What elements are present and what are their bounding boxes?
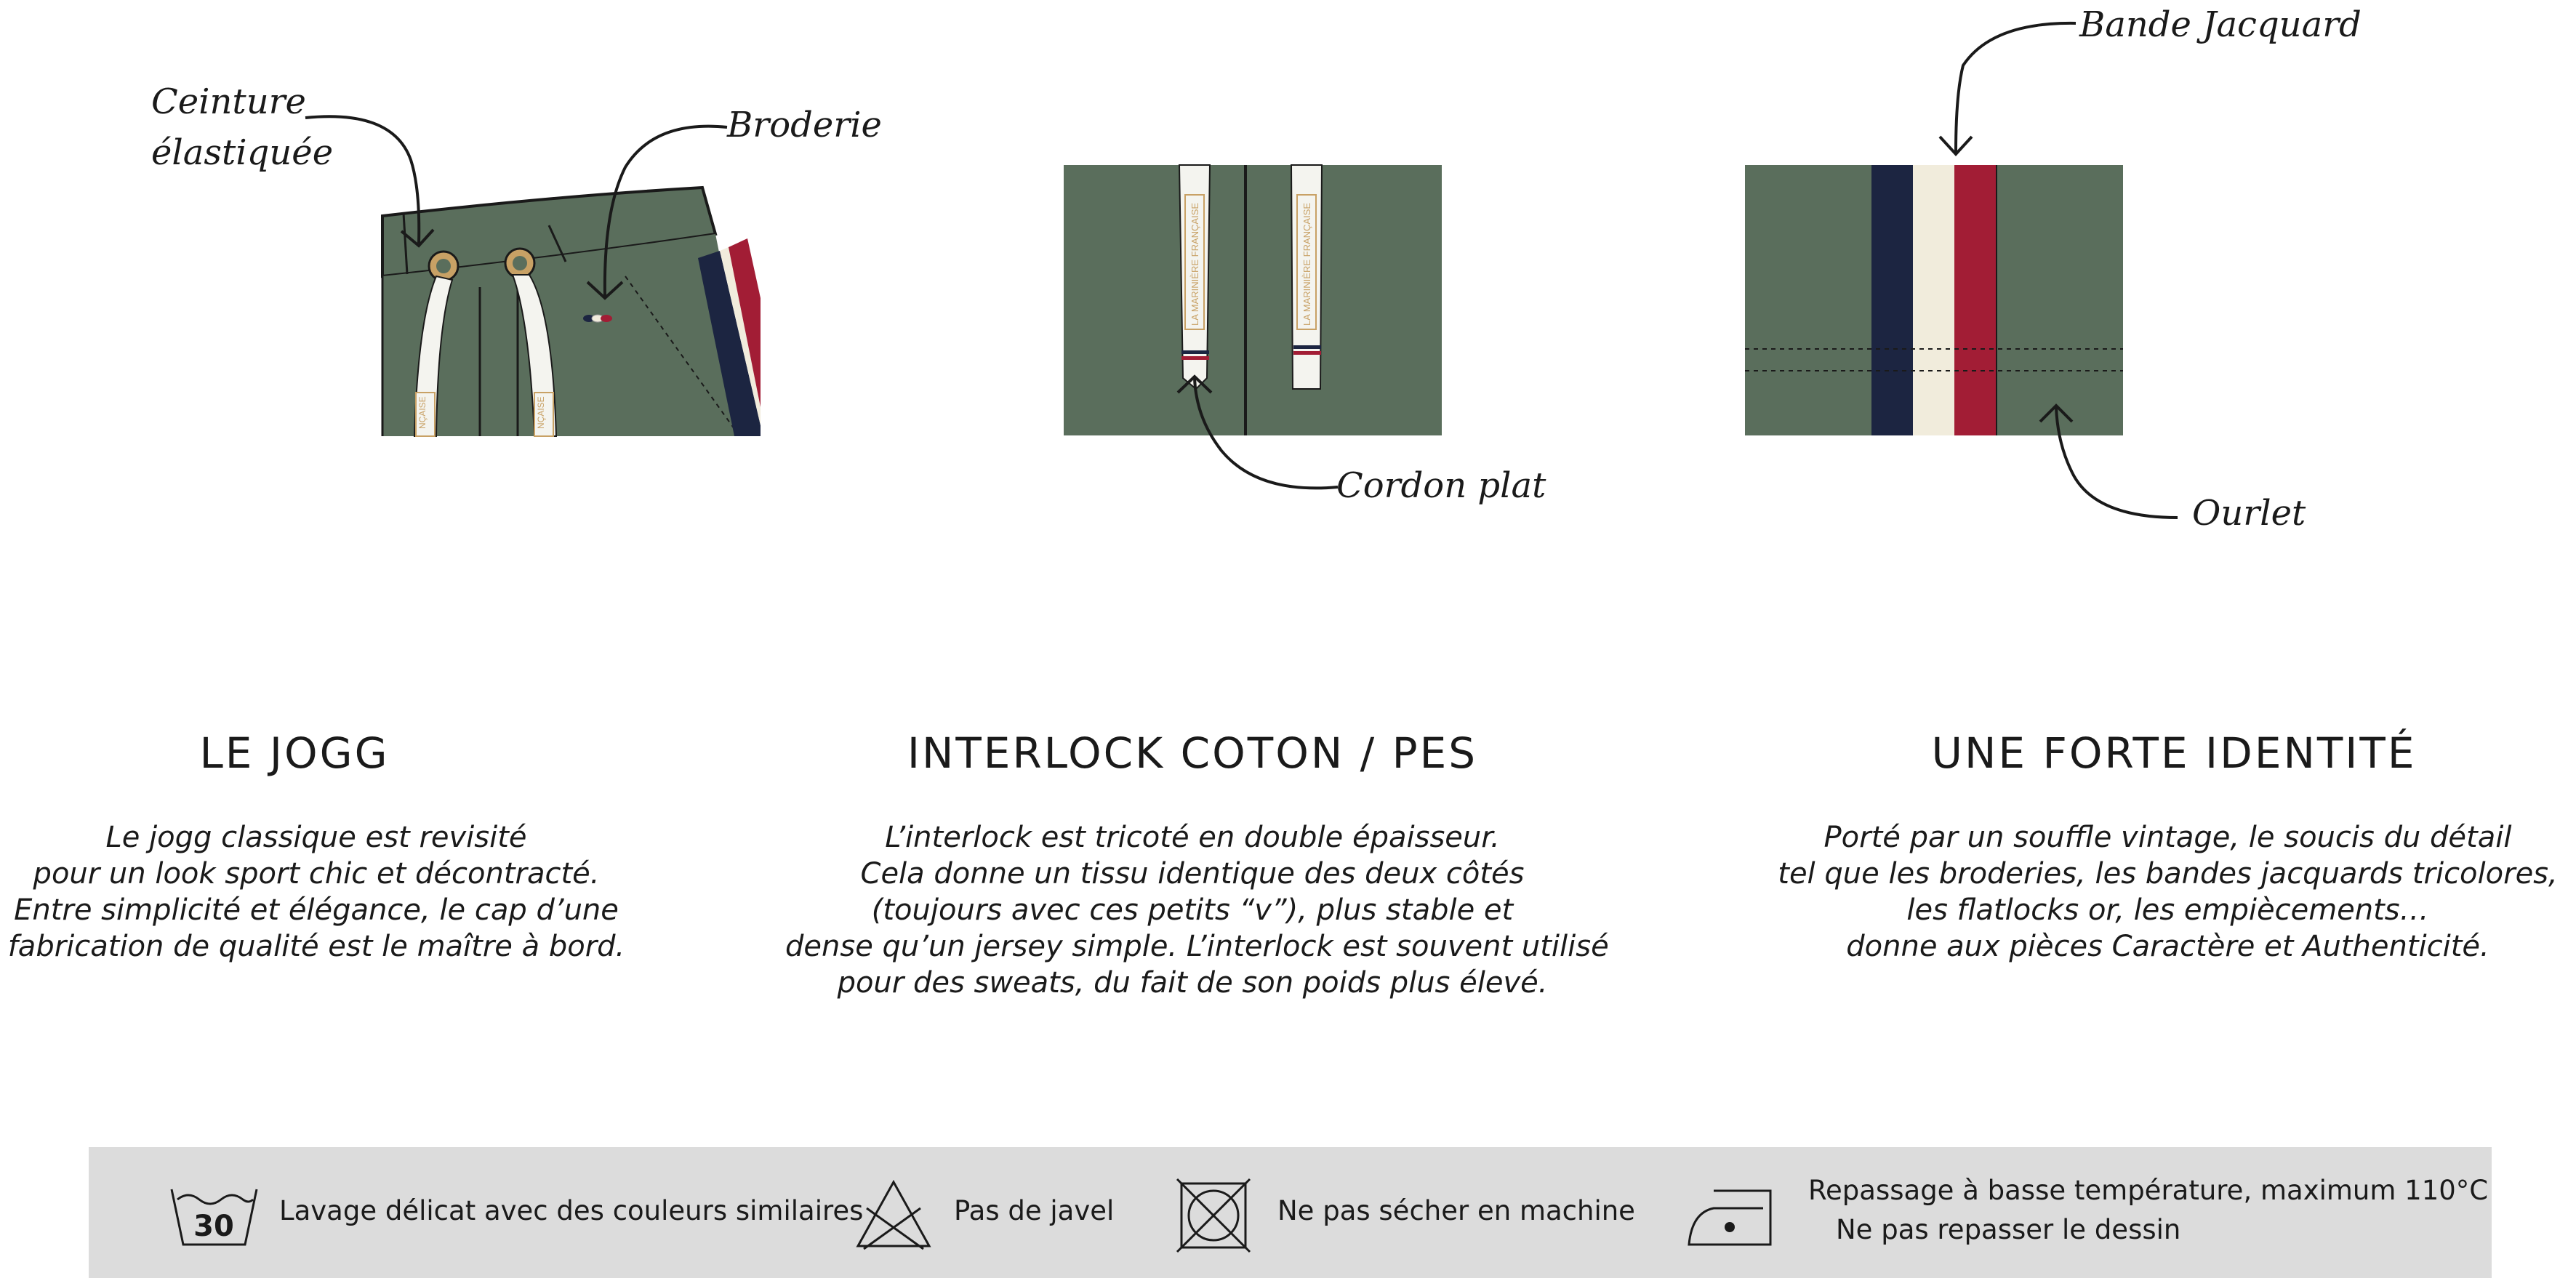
section-text-line: L’interlock est tricoté en double épaisseur. — [885, 821, 1500, 854]
no-bleach-icon — [854, 1178, 934, 1250]
fabric-swatch-2 — [1064, 165, 1442, 435]
callout-broderie: Broderie — [727, 105, 882, 145]
section-text-line: (toujours avec ces petits “v”), plus stable et — [871, 893, 1514, 927]
dry-text: Ne pas sécher en machine — [1277, 1195, 1635, 1226]
bleach-text: Pas de javel — [954, 1195, 1115, 1226]
wash-text: Lavage délicat avec des couleurs similaires — [279, 1195, 864, 1226]
section-text-interlock — [785, 819, 1609, 1001]
callout-cordon: Cordon plat — [1336, 465, 1546, 506]
waistband-illustration — [382, 188, 761, 436]
iron-text-1: Repassage à basse température, maximum 110°C — [1808, 1175, 2489, 1206]
iron-text-2: Ne pas repasser le dessin — [1836, 1214, 2181, 1245]
iron-low-icon — [1685, 1183, 1779, 1249]
callout-ceinture — [151, 77, 333, 178]
section-text-line: Porté par un souffle vintage, le soucis du détail — [1823, 821, 2512, 854]
jacquard-illustration — [1745, 165, 2123, 435]
cord-illustration — [1064, 165, 1442, 435]
section-title-jogg: LE JOGG — [199, 728, 390, 778]
section-text-line: fabrication de qualité est le maître à bord. — [7, 930, 625, 963]
section-text-line: pour un look sport chic et décontracté. — [33, 857, 600, 891]
callout-ceinture-line2: élastiquée — [151, 132, 334, 173]
section-text-line: Entre simplicité et élégance, le cap d’une — [14, 893, 619, 927]
callout-ourlet: Ourlet — [2192, 493, 2306, 534]
cord-label-right: NÇAISE — [536, 396, 546, 429]
cord-label-2a: LA MARINIÈRE FRANÇAISE — [1189, 202, 1200, 326]
cord-label-left: NÇAISE — [417, 396, 428, 429]
care-instructions-bar — [89, 1147, 2492, 1278]
section-title-identite: UNE FORTE IDENTITÉ — [1931, 728, 2417, 778]
section-title-interlock: INTERLOCK COTON / PES — [907, 728, 1478, 778]
section-text-line: Le jogg classique est revisité — [105, 821, 527, 854]
callout-bande: Bande Jacquard — [2079, 4, 2362, 45]
cord-label-2b: LA MARINIÈRE FRANÇAISE — [1301, 202, 1312, 326]
wash-temp: 30 — [193, 1210, 234, 1243]
section-text-line: les flatlocks or, les empiècements… — [1906, 893, 2429, 927]
section-text-line: donne aux pièces Caractère et Authenticité. — [1846, 930, 2489, 963]
section-text-line: Cela donne un tissu identique des deux côtés — [860, 857, 1525, 891]
no-tumble-dry-icon — [1176, 1178, 1251, 1253]
section-text-line: dense qu’un jersey simple. L’interlock est souvent utilisé — [785, 930, 1609, 963]
section-text-jogg — [0, 819, 633, 965]
wash-30-icon — [169, 1183, 260, 1249]
section-text-line: tel que les broderies, les bandes jacquards tricolores, — [1778, 857, 2558, 891]
embroidery-flag — [583, 315, 612, 322]
bande-arrow — [1956, 23, 2076, 153]
section-text-identite — [1760, 819, 2576, 965]
callout-ceinture-line1: Ceinture — [151, 81, 306, 122]
section-text-line: pour des sweats, du fait de son poids plus élevé. — [837, 966, 1548, 1000]
